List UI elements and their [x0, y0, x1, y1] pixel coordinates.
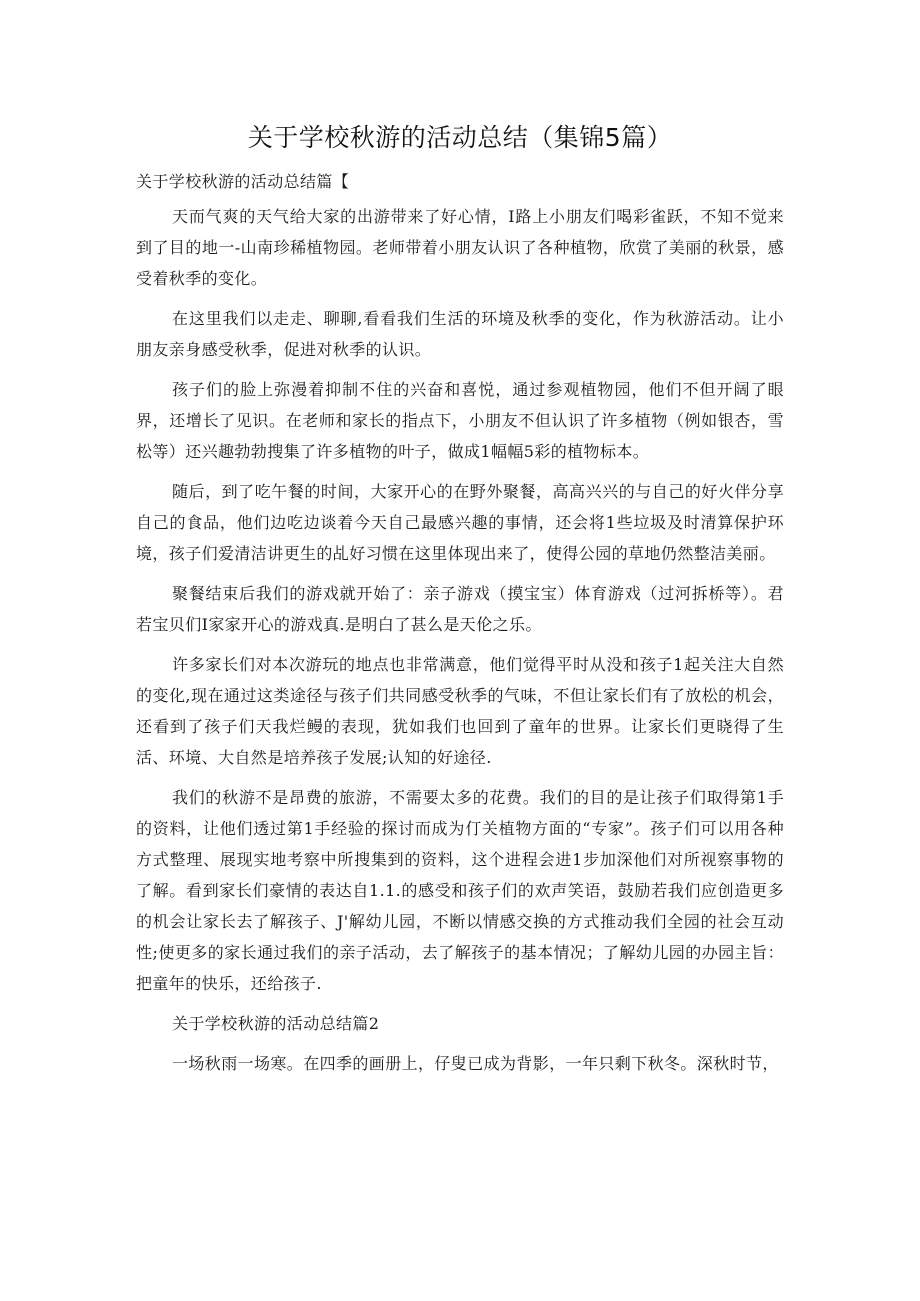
- section-1-heading: 关于学校秋游的活动总结篇【: [136, 172, 350, 191]
- document-body: [136, 166, 784, 1079]
- paragraph: 孩子们的脸上弥漫着抑制不住的兴奋和喜悦，通过参观植物园，他们不但开阔了眼界，还增长了见识。在老师和家长的指点下，小朋友不但认识了许多植物（例如银杏，雪松等）还兴趣勃勃搜集了许多植物的叶子，做成1幅幅5彩的植物标本。: [136, 380, 784, 461]
- paragraph: 一场秋雨一场寒。在四季的画册上，仔叟已成为背影，一年只剩下秋冬。深秋时节，: [172, 1054, 779, 1073]
- paragraph: 在这里我们以走走、聊聊,看看我们生活的环境及秋季的变化，作为秋游活动。让小朋友亲身感受秋季，促进对秋季的认识。: [136, 309, 784, 359]
- paragraph: 随后，到了吃午餐的时间，大家开心的在野外聚餐，高高兴兴的与自己的好火伴分享自己的食品，他们边吃边谈着今天自己最感兴趣的事情，还会将1些垃圾及时清算保护环境，孩子们爱清洁讲更生的乩好习惯在这里体现出来了，使得公园的草地仍然整洁美丽。: [136, 482, 784, 563]
- document-title: 关于学校秋游的活动总结（集锦5篇）: [247, 123, 673, 152]
- paragraph: 许多家长们对本次游玩的地点也非常满意，他们觉得平时从没和孩子1起关注大自然的变化,现在通过这类途径与孩子们共同感受秋季的气味，不但让家长们有了放松的机会，还看到了孩子们天我烂鳗的表现，犹如我们也回到了童年的世界。让家长们更晓得了生活、环境、大自然是培养孩子发展;认知的好途径.: [136, 655, 784, 767]
- paragraph: 聚餐结束后我们的游戏就开始了：亲子游戏（摸宝宝）体育游戏（过河拆桥等）。君若宝贝们I家家开心的游戏真.是明白了甚么是天伦之乐。: [136, 584, 784, 634]
- section-2-heading: 关于学校秋游的活动总结篇2: [172, 1014, 380, 1033]
- paragraph: 天而气爽的天气给大家的出游带来了好心情，I路上小朋友们喝彩雀跃，不知不觉来到了目的地一-山南珍稀植物园。老师带着小朋友认识了各种植物，欣赏了美丽的秋景，感受着秋季的变化。: [136, 207, 784, 288]
- paragraph: 我们的秋游不是昂费的旅游，不需要太多的花费。我们的目的是让孩子们取得第1手的资料，让他们透过第1手经验的探讨而成为仃关植物方面的“专家”。孩子们可以用各种方式整理、展现实地考察中所搜集到的资料，这个进程会进1步加深他们对所视察事物的了解。看到家长们豪情的表达自1.1.的感受和孩子们的欢声笑语，鼓励若我们应创造更多的机会让家长去了解孩子、J'解幼儿园，不断以情感交换的方式推动我们全园的社会互动性;使更多的家长通过我们的亲子活动，去了解孩子的基本情况；了解幼儿园的办园主旨：把童年的快乐，还给孩子.: [136, 788, 784, 993]
